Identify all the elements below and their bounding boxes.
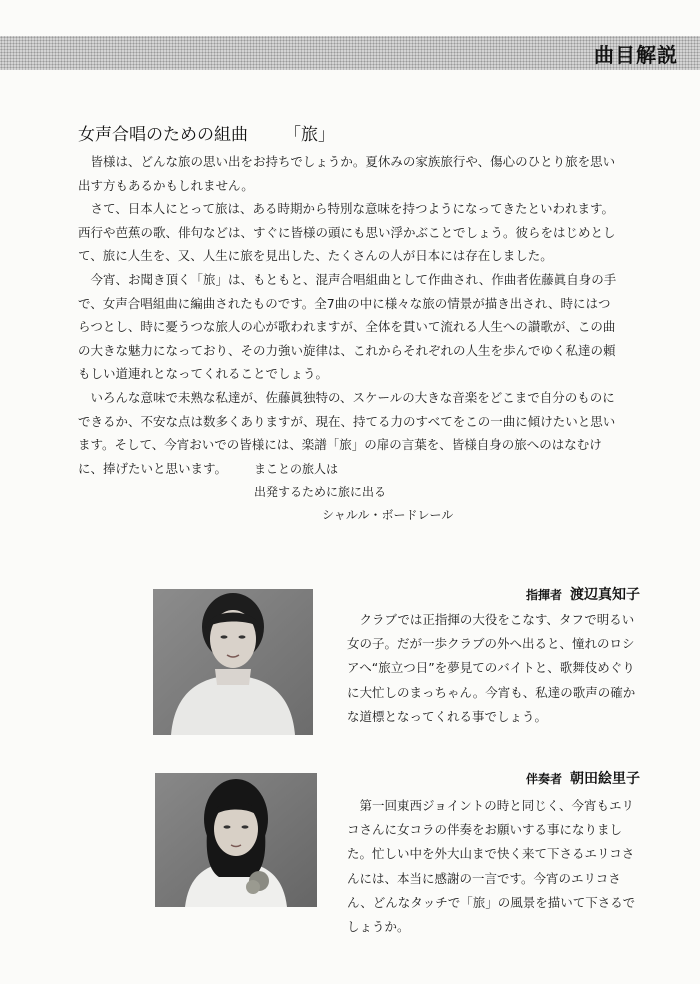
epigraph-line: 出発するために旅に出る: [254, 485, 387, 499]
conductor-heading: [526, 584, 640, 604]
accompanist-bio: [347, 794, 643, 939]
conductor-name: 渡辺真知子: [570, 587, 640, 603]
accompanist-role: 伴奏者: [525, 772, 562, 786]
accompanist-heading: [526, 768, 640, 788]
header-band: [0, 36, 700, 70]
intro-text: [78, 150, 618, 480]
page-title: 曲目解説: [594, 43, 678, 67]
intro-paragraph: さて、日本人にとって旅は、ある時期から特別な意味を持つようになってきたといわれます。西行や芭蕉の歌、俳句などは、すぐに皆様の頭にも思い浮かぶことでしょう。彼らをはじめとして、旅に人生を、又、人生に旅を見出した、たくさんの人が日本には存在しました。: [78, 201, 616, 264]
intro-paragraph: いろんな意味で未熟な私達が、佐藤眞独特の、スケールの大きな音楽をどこまで自分のものにできるか、不安な点は数多くありますが、現在、持てる力のすべてをこの一曲に傾けたいと思います。そして、今宵おいでの皆様には、楽譜「旅」の扉の言葉を、皆様自身の旅へのはなむけに、捧げたいと思います。: [78, 389, 616, 476]
accompanist-bio-text: 第一回東西ジョイントの時と同じく、今宵もエリコさんに女コラの伴奏をお願いする事になりました。忙しい中を外大山まで快く来て下さるエリコさんには、本当に感謝の一言です。今宵のエリコさん、どんなタッチで「旅」の風景を描いて下さるでしょうか。: [347, 798, 636, 935]
conductor-role: 指揮者: [525, 588, 562, 602]
intro-paragraph: 今宵、お聞き頂く「旅」は、もともと、混声合唱組曲として作曲され、作曲者佐藤眞自身の手で、女声合唱組曲に編曲されたものです。全7曲の中に様々な旅の情景が描き出され、時にはつらつとし、時に憂うつな旅人の心が歌われますが、全体を貫いて流れる人生への讃歌が、この曲の大きな魅力になっており、その力強い旋律は、これからそれぞれの人生を歩んでゆく私達の頼もしい道連れとなってくれることでしょう。: [78, 271, 617, 382]
section-subtitle: 女声合唱のための組曲: [78, 125, 248, 145]
accompanist-name: 朝田絵里子: [570, 771, 640, 787]
section-main-title: 「旅」: [284, 125, 335, 145]
section-title: [78, 120, 335, 145]
conductor-photo: [153, 589, 313, 735]
intro-paragraph: 皆様は、どんな旅の思い出をお持ちでしょうか。夏休みの家族旅行や、傷心のひとり旅を思い出す方もあるかもしれません。: [78, 154, 616, 193]
conductor-bio-text: クラブでは正指揮の大役をこなす、タフで明るい女の子。だが一歩クラブの外へ出ると、憧れのロシアへ“旅立つ日”を夢見てのバイトと、歌舞伎めぐりに大忙しのまっちゃん。今宵も、私達の歌声の確かな道標となってくれる事でしょう。: [347, 612, 636, 724]
conductor-bio: [347, 608, 643, 729]
accompanist-photo: [155, 773, 317, 907]
epigraph-author: シャルル・ボードレール: [322, 508, 454, 522]
epigraph-line: まことの旅人は: [254, 462, 339, 476]
epigraph: [254, 458, 453, 527]
